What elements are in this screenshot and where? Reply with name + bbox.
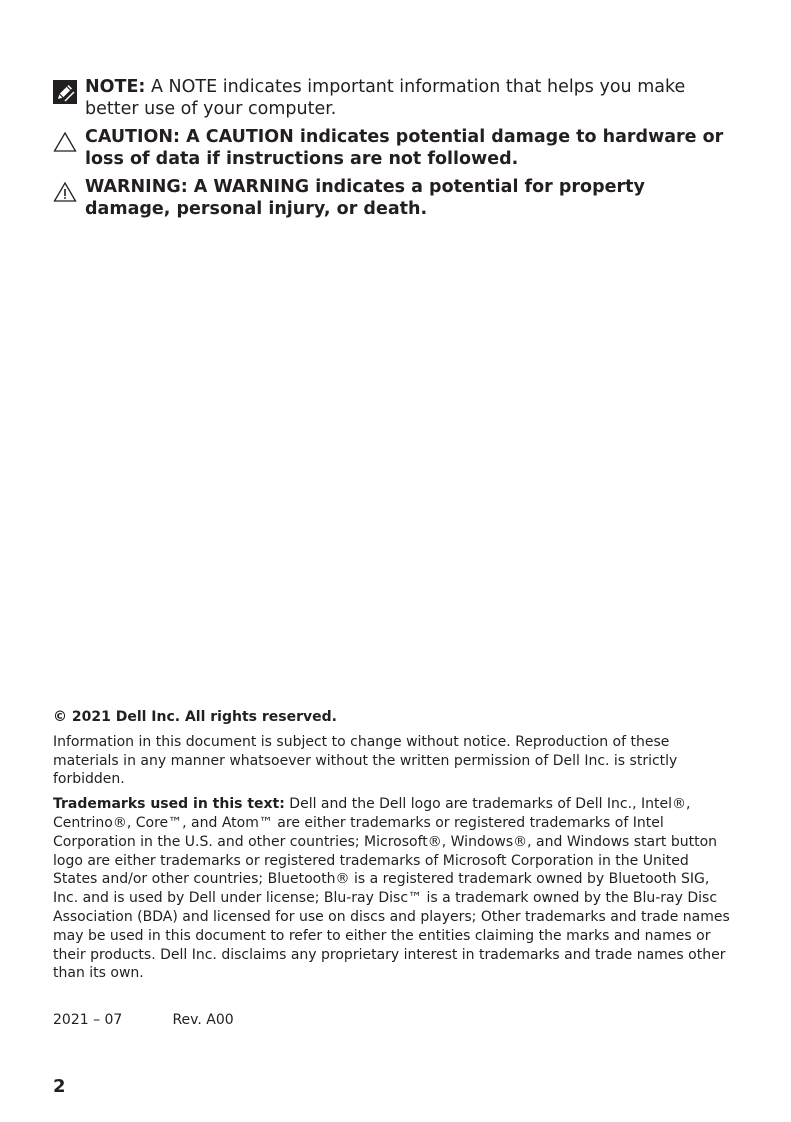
note-pencil-icon bbox=[53, 80, 77, 104]
note-text: A NOTE indicates important information that helps you make better use of your computer. bbox=[85, 77, 686, 119]
revision-date: 2021 – 07 bbox=[53, 1012, 123, 1028]
warning-label: WARNING: bbox=[85, 177, 188, 197]
page-number: 2 bbox=[53, 1076, 66, 1097]
copyright-line: © 2021 Dell Inc. All rights reserved. bbox=[53, 709, 337, 725]
note-label: NOTE: bbox=[85, 77, 146, 97]
revision-number: Rev. A00 bbox=[172, 1012, 234, 1028]
caution-text: A CAUTION indicates potential damage to hardware or loss of data if instructions are not followed. bbox=[85, 127, 724, 169]
legal-info: Information in this document is subject to change without notice. Reproduction of these materials in any manner whatsoever without the written permission of Dell Inc. is strictly forbidden. bbox=[53, 733, 678, 788]
trademarks-paragraph bbox=[53, 795, 733, 983]
caution-triangle-icon bbox=[53, 130, 77, 154]
warning-notice bbox=[53, 176, 733, 220]
legal-section bbox=[53, 708, 733, 989]
caution-notice bbox=[53, 126, 733, 170]
warning-text: A WARNING indicates a potential for property damage, personal injury, or death. bbox=[85, 177, 645, 219]
trademarks-text: Dell and the Dell logo are trademarks of Dell Inc., Intel®, Centrino®, Core™, and Atom™ are either trademarks or registered trademarks of Intel Corporation in the U.S. and other countries; Microsoft®, Windows®, and Windows start button logo are either trademarks or registered trademarks of Microsoft Corporation in the United States and/or other countries; Bluetooth® is a registered trademark owned by Bluetooth SIG, Inc. and is used by Dell under license; Blu-ray Disc™ is a trademark owned by the Blu-ray Disc Association (BDA) and licensed for use on discs and players; Other trademarks and trade names may be used in this document to refer to either the entities claiming the marks and names or their products. Dell Inc. disclaims any proprietary interest in trademarks and trade names other than its own. bbox=[53, 796, 730, 982]
caution-label: CAUTION: bbox=[85, 127, 181, 147]
trademarks-label: Trademarks used in this text: bbox=[53, 796, 285, 813]
revision-line bbox=[53, 1012, 234, 1028]
warning-triangle-icon bbox=[53, 180, 77, 204]
notices-section bbox=[53, 76, 733, 226]
note-notice bbox=[53, 76, 733, 120]
